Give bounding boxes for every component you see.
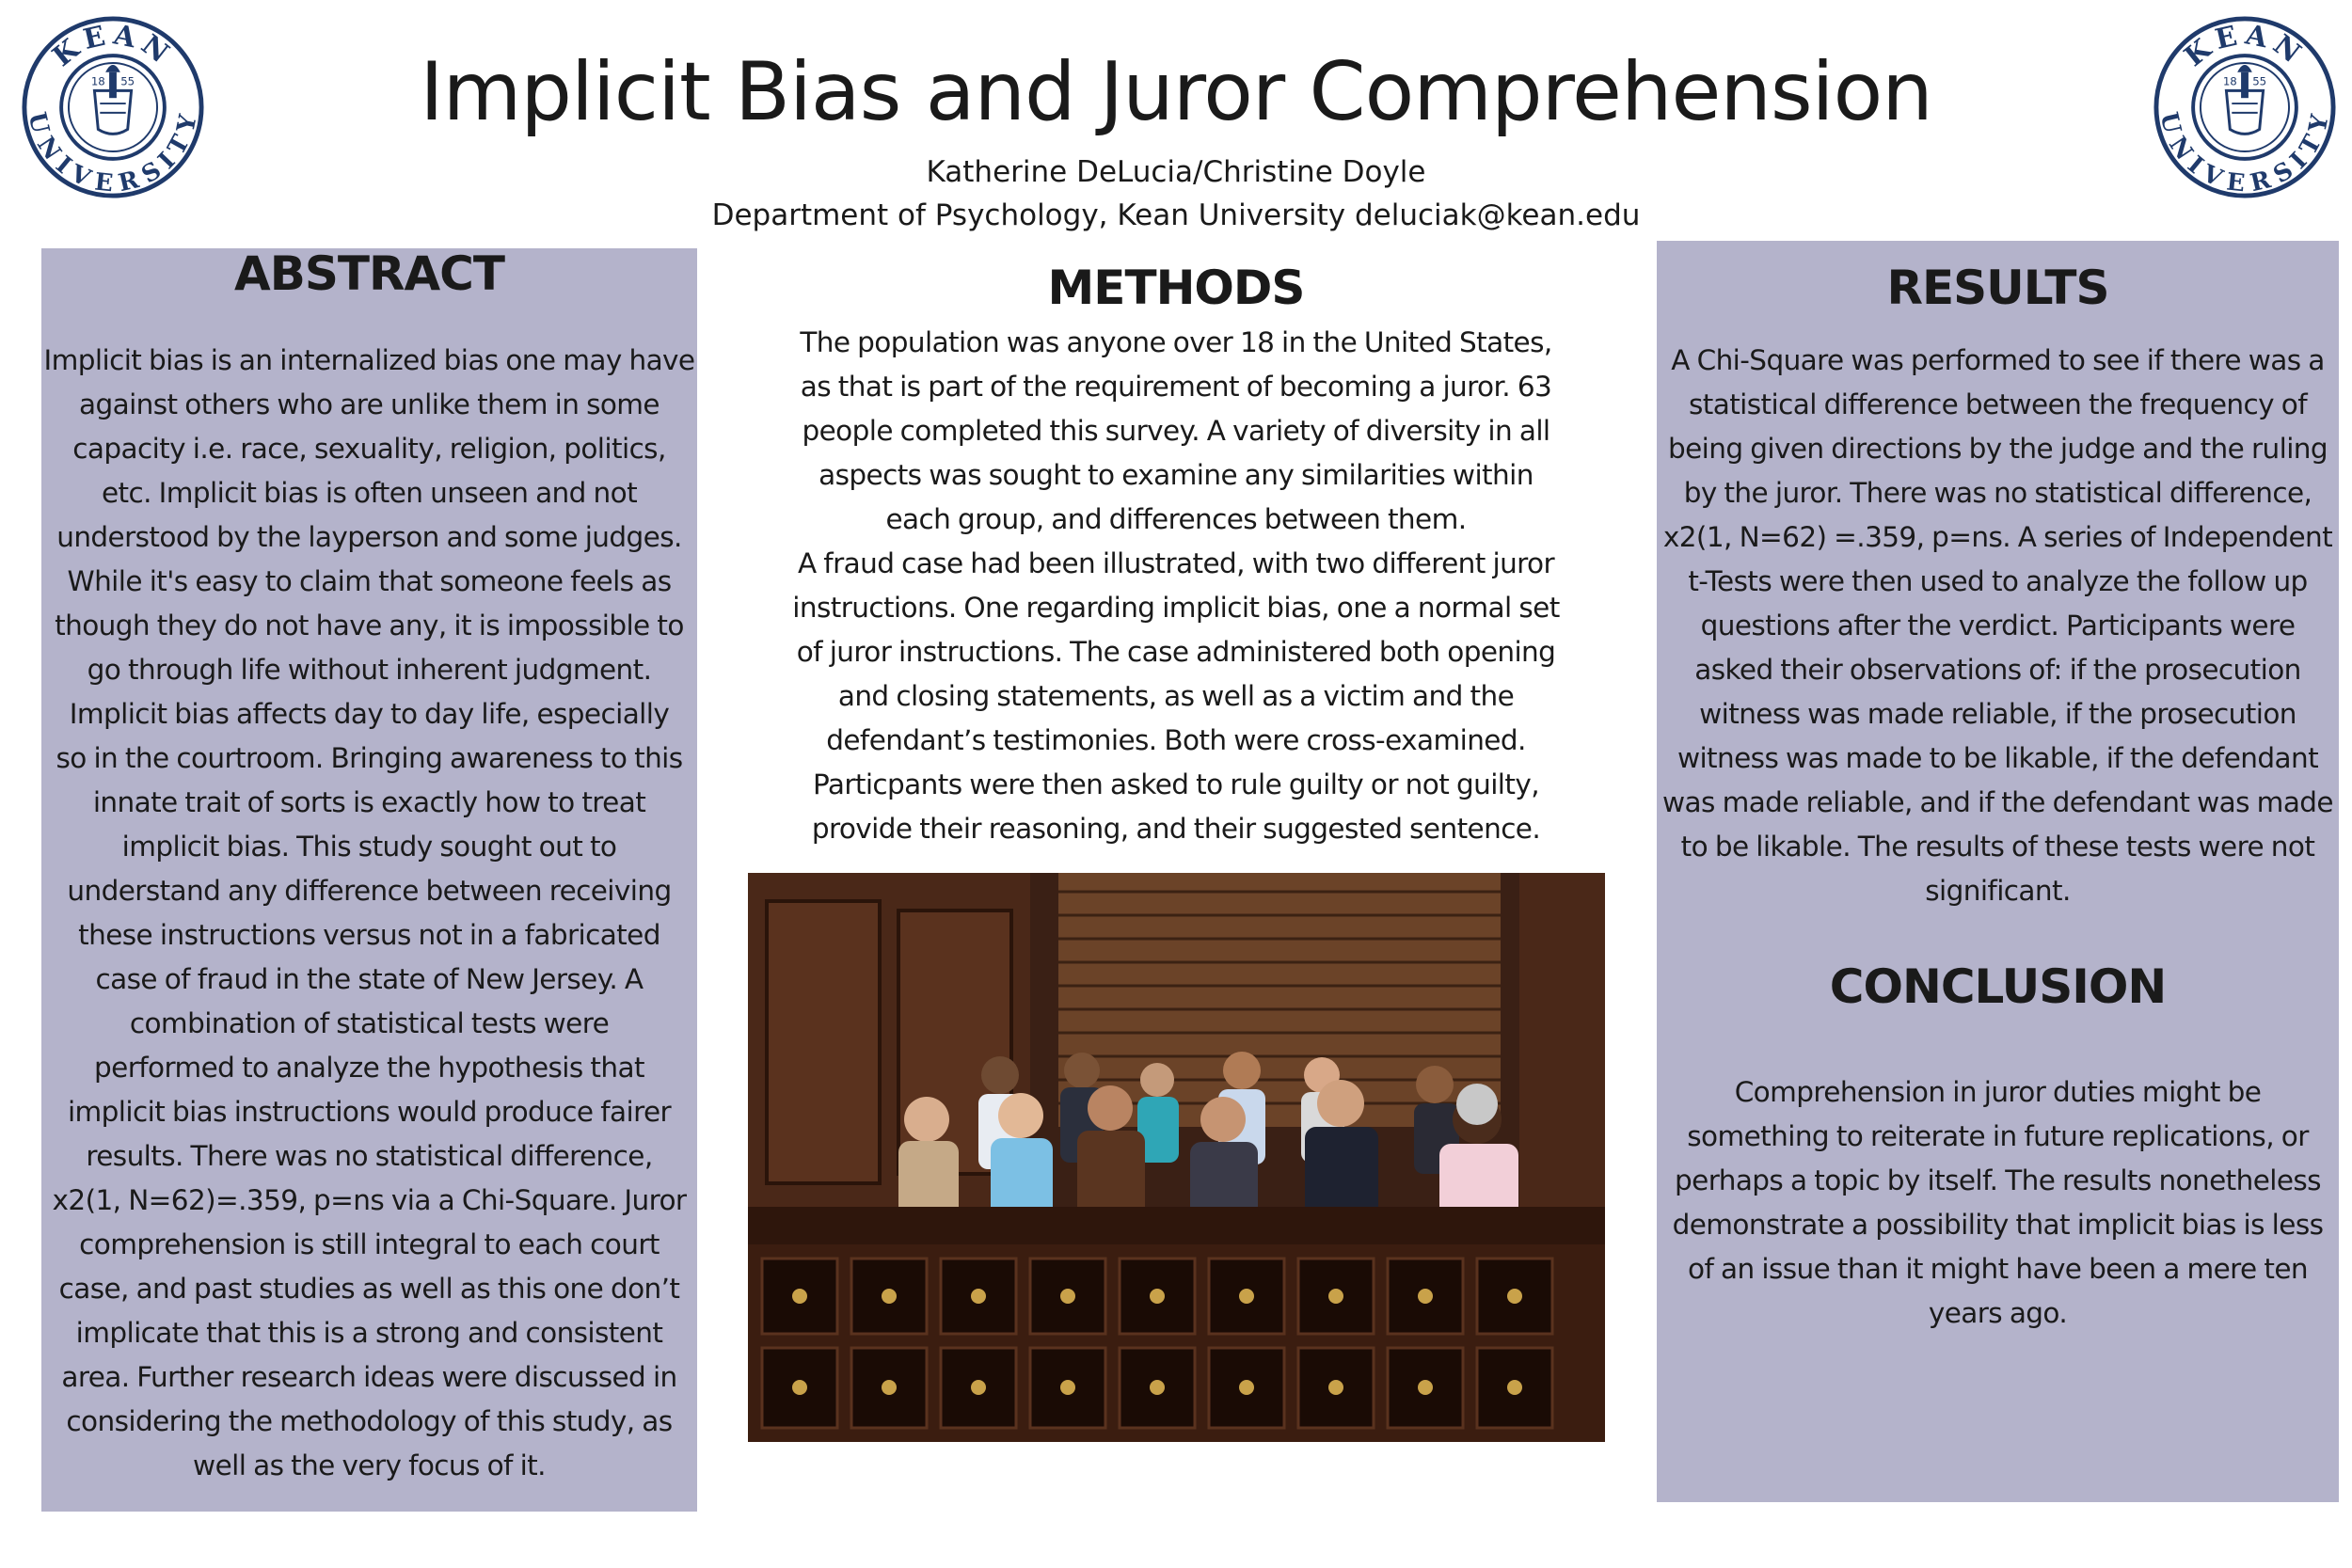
svg-text:18: 18 — [90, 74, 105, 88]
seal-bottom-text: UNIVERSITY — [2153, 109, 2336, 198]
abstract-body: Implicit bias is an internalized bias one may have against others who are unlike them in some capacity i.e. race, sexuality, religion, politics, etc. Implicit bias is often unseen and not understood by the layperson and some judges. While it's easy to claim that someone feels as though they do not have any, it is impossible to go through life without inherent judgment. Implicit bias affects day to day life, especially so in the courtroom. Bringing awareness to this innate trait of sorts is exactly how to treat implicit bias. This study sought out to understand any difference between receiving these instructions versus not in a fabricated case of fraud in the state of New Jersey. A combination of statistical tests were performed to analyze the hypothesis that implicit bias instructions would produce fairer results. There was no statistical difference, x2(1, N=62)=.359, p=ns via a Chi-Square. Juror comprehension is still integral to each court case, and past studies as well as this one don’t implicate that this is a strong and consistent area. Further research ideas were discussed in considering the methodology of this study, as well as the very focus of it. — [43, 344, 695, 1481]
svg-text:55: 55 — [120, 74, 135, 88]
kean-university-seal-right — [2153, 15, 2337, 199]
methods-heading: METHODS — [1047, 261, 1305, 315]
seal-bottom-text: UNIVERSITY — [22, 109, 204, 198]
results-heading: RESULTS — [1886, 261, 2109, 315]
svg-text:55: 55 — [2252, 74, 2267, 88]
methods-body: The population was anyone over 18 in the United States, as that is part of the requirement of becoming a juror. 63 people completed this survey. A variety of diversity in all aspects was sought to examine any similarities within each group, and differences between them. A fraud case had been illustrated, with two different juror instructions. One regarding implicit bias, one a normal set of juror instructions. The case administered both opening and closing statements, as well as a victim and the defendant’s testimonies. Both were cross-examined. Particpants were then asked to rule guilty or not guilty, provide their reasoning, and their suggested sentence. — [792, 326, 1560, 845]
conclusion-heading: CONCLUSION — [1829, 959, 2167, 1014]
svg-text:18: 18 — [2222, 74, 2237, 88]
affiliation: Department of Psychology, Kean University deluciak@kean.edu — [711, 198, 1641, 232]
results-body: A Chi-Square was performed to see if there was a statistical difference between the frequency of being given directions by the judge and the ruling by the juror. There was no statistical difference, x2(1, N=62) =.359, p=ns. A series of Independent t-Tests were then used to analyze the follow up questions after the verdict. Participants were asked their observations of: if the prosecution witness was made reliable, if the prosecution witness was made to be likable, if the defendant was made reliable, and if the defendant was made to be likable. The results of these tests were not significant. — [1662, 344, 2333, 907]
seal-top-text: KEAN — [2177, 17, 2312, 73]
kean-university-seal-left — [21, 15, 205, 199]
seal-top-text: KEAN — [45, 17, 181, 73]
poster-title: Implicit Bias and Juror Comprehension — [420, 45, 1932, 139]
jury-box-photo — [748, 873, 1605, 1442]
conclusion-body: Comprehension in juror duties might be something to reiterate in future replications, or perhaps a topic by itself. The results nonetheless demonstrate a possibility that implicit bias is less of an issue than it might have been a mere ten years ago. — [1672, 1076, 2324, 1329]
abstract-heading: ABSTRACT — [234, 246, 504, 301]
author-names: Katherine DeLucia/Christine Doyle — [926, 155, 1426, 189]
